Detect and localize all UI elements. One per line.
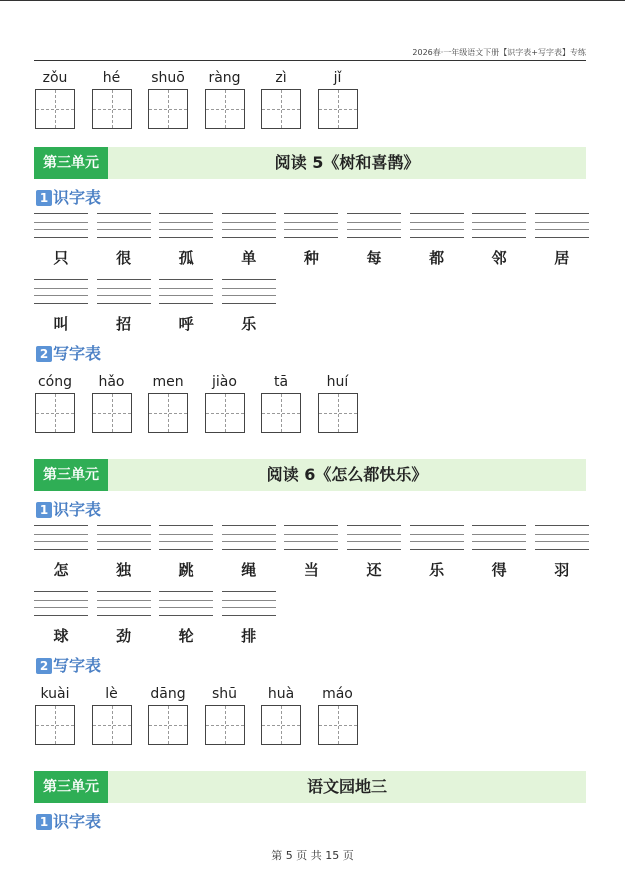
character-item — [222, 210, 276, 268]
character-item — [159, 210, 213, 268]
character-label: 种 — [303, 249, 319, 267]
unit-badge: 第三单元 — [34, 459, 108, 491]
xiezi-heading — [34, 340, 586, 366]
tianzige-box[interactable] — [261, 393, 301, 433]
character-label: 只 — [53, 249, 69, 267]
writing-cell — [92, 685, 132, 745]
character-label: 招 — [116, 315, 132, 333]
xiezi-heading — [34, 652, 586, 678]
character-label: 居 — [554, 249, 570, 267]
pinyin-label: zì — [275, 70, 287, 86]
pinyin-writing-lines[interactable] — [34, 210, 88, 240]
tianzige-box[interactable] — [205, 89, 245, 129]
character-item — [535, 522, 589, 580]
character-label: 绳 — [241, 561, 257, 579]
pinyin-writing-lines[interactable] — [97, 276, 151, 306]
unit-badge: 第三单元 — [34, 147, 108, 179]
character-item — [284, 210, 338, 268]
tianzige-box[interactable] — [35, 705, 75, 745]
pinyin-label: huí — [326, 374, 349, 390]
writing-cell — [318, 685, 358, 745]
pinyin-writing-lines[interactable] — [34, 588, 88, 618]
pinyin-writing-lines[interactable] — [347, 210, 401, 240]
writing-cell — [35, 69, 75, 129]
pinyin-writing-lines[interactable] — [97, 522, 151, 552]
character-label: 轮 — [178, 627, 194, 645]
tianzige-box[interactable] — [318, 89, 358, 129]
pinyin-label: zǒu — [42, 70, 68, 86]
pinyin-writing-lines[interactable] — [34, 522, 88, 552]
tianzige-box[interactable] — [148, 705, 188, 745]
pinyin-writing-lines[interactable] — [472, 210, 526, 240]
character-label: 呼 — [178, 315, 194, 333]
heading-number: 1 — [36, 502, 52, 518]
heading-label: 识字表 — [53, 812, 102, 831]
pinyin-label: huà — [267, 686, 295, 702]
heading-label: 识字表 — [53, 188, 102, 207]
heading-number: 2 — [36, 346, 52, 362]
writing-cell — [261, 685, 301, 745]
character-label: 得 — [491, 561, 507, 579]
top-writing-grid — [34, 69, 586, 129]
pinyin-writing-lines[interactable] — [222, 210, 276, 240]
character-label: 很 — [116, 249, 132, 267]
tianzige-box[interactable] — [318, 705, 358, 745]
character-label: 还 — [366, 561, 382, 579]
writing-cell — [148, 685, 188, 745]
writing-cell — [261, 373, 301, 433]
pinyin-label: dāng — [150, 686, 186, 702]
character-label: 劲 — [116, 627, 132, 645]
pinyin-writing-lines[interactable] — [34, 276, 88, 306]
tianzige-box[interactable] — [92, 89, 132, 129]
page-header: 2026春·一年级语文下册【识字表+写字表】专练 — [412, 48, 586, 57]
section-title: 语文园地三 — [306, 777, 387, 796]
tianzige-box[interactable] — [35, 393, 75, 433]
character-item — [97, 276, 151, 334]
pinyin-writing-lines[interactable] — [472, 522, 526, 552]
character-label: 球 — [53, 627, 69, 645]
character-item — [222, 588, 276, 646]
pinyin-writing-lines[interactable] — [284, 210, 338, 240]
tianzige-box[interactable] — [148, 393, 188, 433]
shizi-heading — [34, 808, 586, 834]
heading-label: 识字表 — [53, 500, 102, 519]
pinyin-writing-lines[interactable] — [222, 522, 276, 552]
pinyin-label: cóng — [37, 374, 73, 390]
pinyin-label: kuài — [40, 686, 70, 702]
character-item — [159, 588, 213, 646]
character-label: 邻 — [491, 249, 507, 267]
character-item — [347, 210, 401, 268]
tianzige-box[interactable] — [205, 393, 245, 433]
character-item — [97, 210, 151, 268]
pinyin-writing-lines[interactable] — [222, 276, 276, 306]
heading-number: 1 — [36, 190, 52, 206]
pinyin-writing-lines[interactable] — [159, 276, 213, 306]
character-label: 孤 — [178, 249, 194, 267]
tianzige-box[interactable] — [318, 393, 358, 433]
section-title: 阅读 5《树和喜鹊》 — [274, 153, 420, 172]
character-label: 当 — [303, 561, 319, 579]
tianzige-box[interactable] — [92, 393, 132, 433]
character-label: 乐 — [429, 561, 445, 579]
character-item — [222, 522, 276, 580]
section-title: 阅读 6《怎么都快乐》 — [266, 465, 428, 484]
character-item — [97, 588, 151, 646]
tianzige-box[interactable] — [261, 705, 301, 745]
section-reading-6 — [34, 459, 586, 745]
character-item — [34, 276, 88, 334]
heading-number: 1 — [36, 814, 52, 830]
pinyin-writing-lines[interactable] — [97, 588, 151, 618]
header-rule — [34, 60, 586, 61]
writing-cell — [205, 69, 245, 129]
writing-cell — [148, 69, 188, 129]
pinyin-label: hé — [102, 70, 121, 86]
pinyin-writing-lines[interactable] — [410, 210, 464, 240]
character-label: 独 — [116, 561, 132, 579]
character-label: 都 — [429, 249, 445, 267]
tianzige-box[interactable] — [148, 89, 188, 129]
character-item — [535, 210, 589, 268]
character-item — [97, 522, 151, 580]
tianzige-box[interactable] — [35, 89, 75, 129]
pinyin-label: men — [152, 374, 184, 390]
pinyin-writing-lines[interactable] — [222, 588, 276, 618]
pinyin-writing-lines[interactable] — [535, 522, 589, 552]
section-yuwen-yuandi-3 — [34, 771, 586, 834]
section-banner — [34, 459, 586, 491]
tianzige-box[interactable] — [261, 89, 301, 129]
writing-cell — [318, 373, 358, 433]
pinyin-writing-lines[interactable] — [159, 210, 213, 240]
page-number: 第 5 页 共 15 页 — [271, 849, 354, 862]
shizi-heading — [34, 184, 586, 210]
heading-number: 2 — [36, 658, 52, 674]
character-item — [222, 276, 276, 334]
character-label: 怎 — [53, 561, 69, 579]
writing-cell — [148, 373, 188, 433]
character-item — [410, 210, 464, 268]
shizi-heading — [34, 496, 586, 522]
character-item — [347, 522, 401, 580]
character-item — [472, 522, 526, 580]
writing-cell — [35, 685, 75, 745]
heading-label: 写字表 — [53, 344, 102, 363]
pinyin-label: ràng — [208, 70, 241, 86]
character-item — [34, 522, 88, 580]
unit-badge: 第三单元 — [34, 771, 108, 803]
character-item — [159, 522, 213, 580]
writing-cell — [318, 69, 358, 129]
section-banner — [34, 771, 586, 803]
pinyin-writing-lines[interactable] — [535, 210, 589, 240]
writing-cell — [205, 373, 245, 433]
character-item — [34, 210, 88, 268]
pinyin-writing-lines[interactable] — [159, 522, 213, 552]
heading-label: 写字表 — [53, 656, 102, 675]
writing-cell — [35, 373, 75, 433]
pinyin-writing-lines[interactable] — [284, 522, 338, 552]
character-item — [159, 276, 213, 334]
character-label: 乐 — [241, 315, 257, 333]
pinyin-label: shuō — [151, 70, 185, 86]
pinyin-label: tā — [273, 374, 289, 390]
character-label: 羽 — [554, 561, 570, 579]
character-item — [410, 522, 464, 580]
pinyin-writing-lines[interactable] — [347, 522, 401, 552]
top-border — [0, 0, 625, 1]
character-label: 跳 — [178, 561, 194, 579]
writing-cell — [92, 373, 132, 433]
character-label: 叫 — [53, 315, 69, 333]
pinyin-label: jiào — [212, 374, 237, 390]
character-item — [472, 210, 526, 268]
pinyin-label: jǐ — [333, 70, 342, 86]
character-item — [34, 588, 88, 646]
character-label: 单 — [241, 249, 257, 267]
pinyin-writing-lines[interactable] — [410, 522, 464, 552]
tianzige-box[interactable] — [92, 705, 132, 745]
section-reading-5 — [34, 147, 586, 433]
writing-cell — [205, 685, 245, 745]
pinyin-label: hǎo — [98, 374, 125, 390]
character-label: 排 — [241, 627, 257, 645]
section-banner — [34, 147, 586, 179]
pinyin-label: máo — [322, 686, 353, 702]
pinyin-label: lè — [105, 686, 118, 702]
pinyin-writing-lines[interactable] — [159, 588, 213, 618]
writing-cell — [92, 69, 132, 129]
character-label: 每 — [366, 249, 382, 267]
pinyin-writing-lines[interactable] — [97, 210, 151, 240]
pinyin-label: shū — [211, 686, 238, 702]
writing-cell — [261, 69, 301, 129]
character-item — [284, 522, 338, 580]
tianzige-box[interactable] — [205, 705, 245, 745]
